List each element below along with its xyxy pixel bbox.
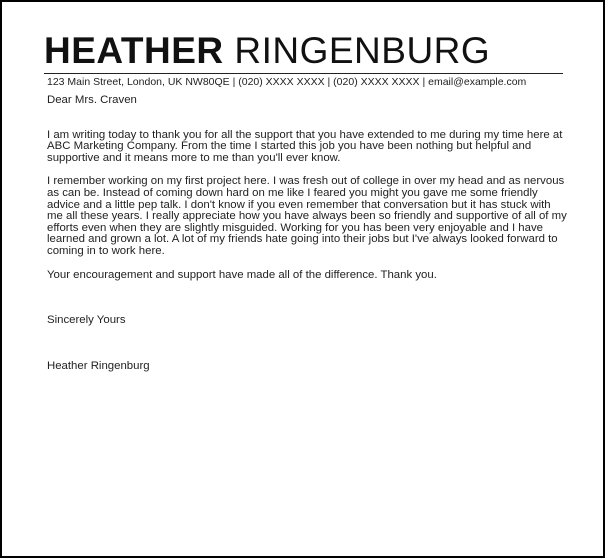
contact-line: 123 Main Street, London, UK NW80QE | (020) XXXX XXXX | (020) XXXX XXXX | email@example.com bbox=[47, 76, 527, 88]
letter-body bbox=[47, 95, 567, 372]
letterhead bbox=[44, 30, 564, 88]
signature-name: Heather Ringenburg bbox=[47, 359, 150, 372]
sender-last-name: RINGENBURG bbox=[234, 30, 491, 71]
paragraph-1: I am writing today to thank you for all the support that you have extended to me during my time here at ABC Marketing Company. From the time I started this job you have been nothing but helpful and supportive and it means more to me than you'll ever know. bbox=[47, 128, 563, 164]
paragraph-3: Your encouragement and support have made all of the difference. Thank you. bbox=[47, 268, 437, 281]
sender-first-name: HEATHER bbox=[44, 30, 224, 71]
paragraph-2: I remember working on my first project here. I was fresh out of college in over my head and as nervous as can be. Instead of coming down hard on me like I feared you might you gave me some friendly advice and a little pep talk. I don't know if you even remember that conversation but it has stuck with me all these years. I really appreciate how you have always been so friendly and supportive of all of my efforts even when they are slightly misguided. Working for you has been very enjoyable and I have learned and grown a lot. A lot of my friends hate going into their jobs but I've always looked forward to coming in to work here. bbox=[47, 175, 567, 257]
closing: Sincerely Yours bbox=[47, 314, 126, 327]
sender-name bbox=[44, 30, 564, 72]
header-divider bbox=[44, 73, 563, 74]
salutation: Dear Mrs. Craven bbox=[47, 94, 137, 106]
